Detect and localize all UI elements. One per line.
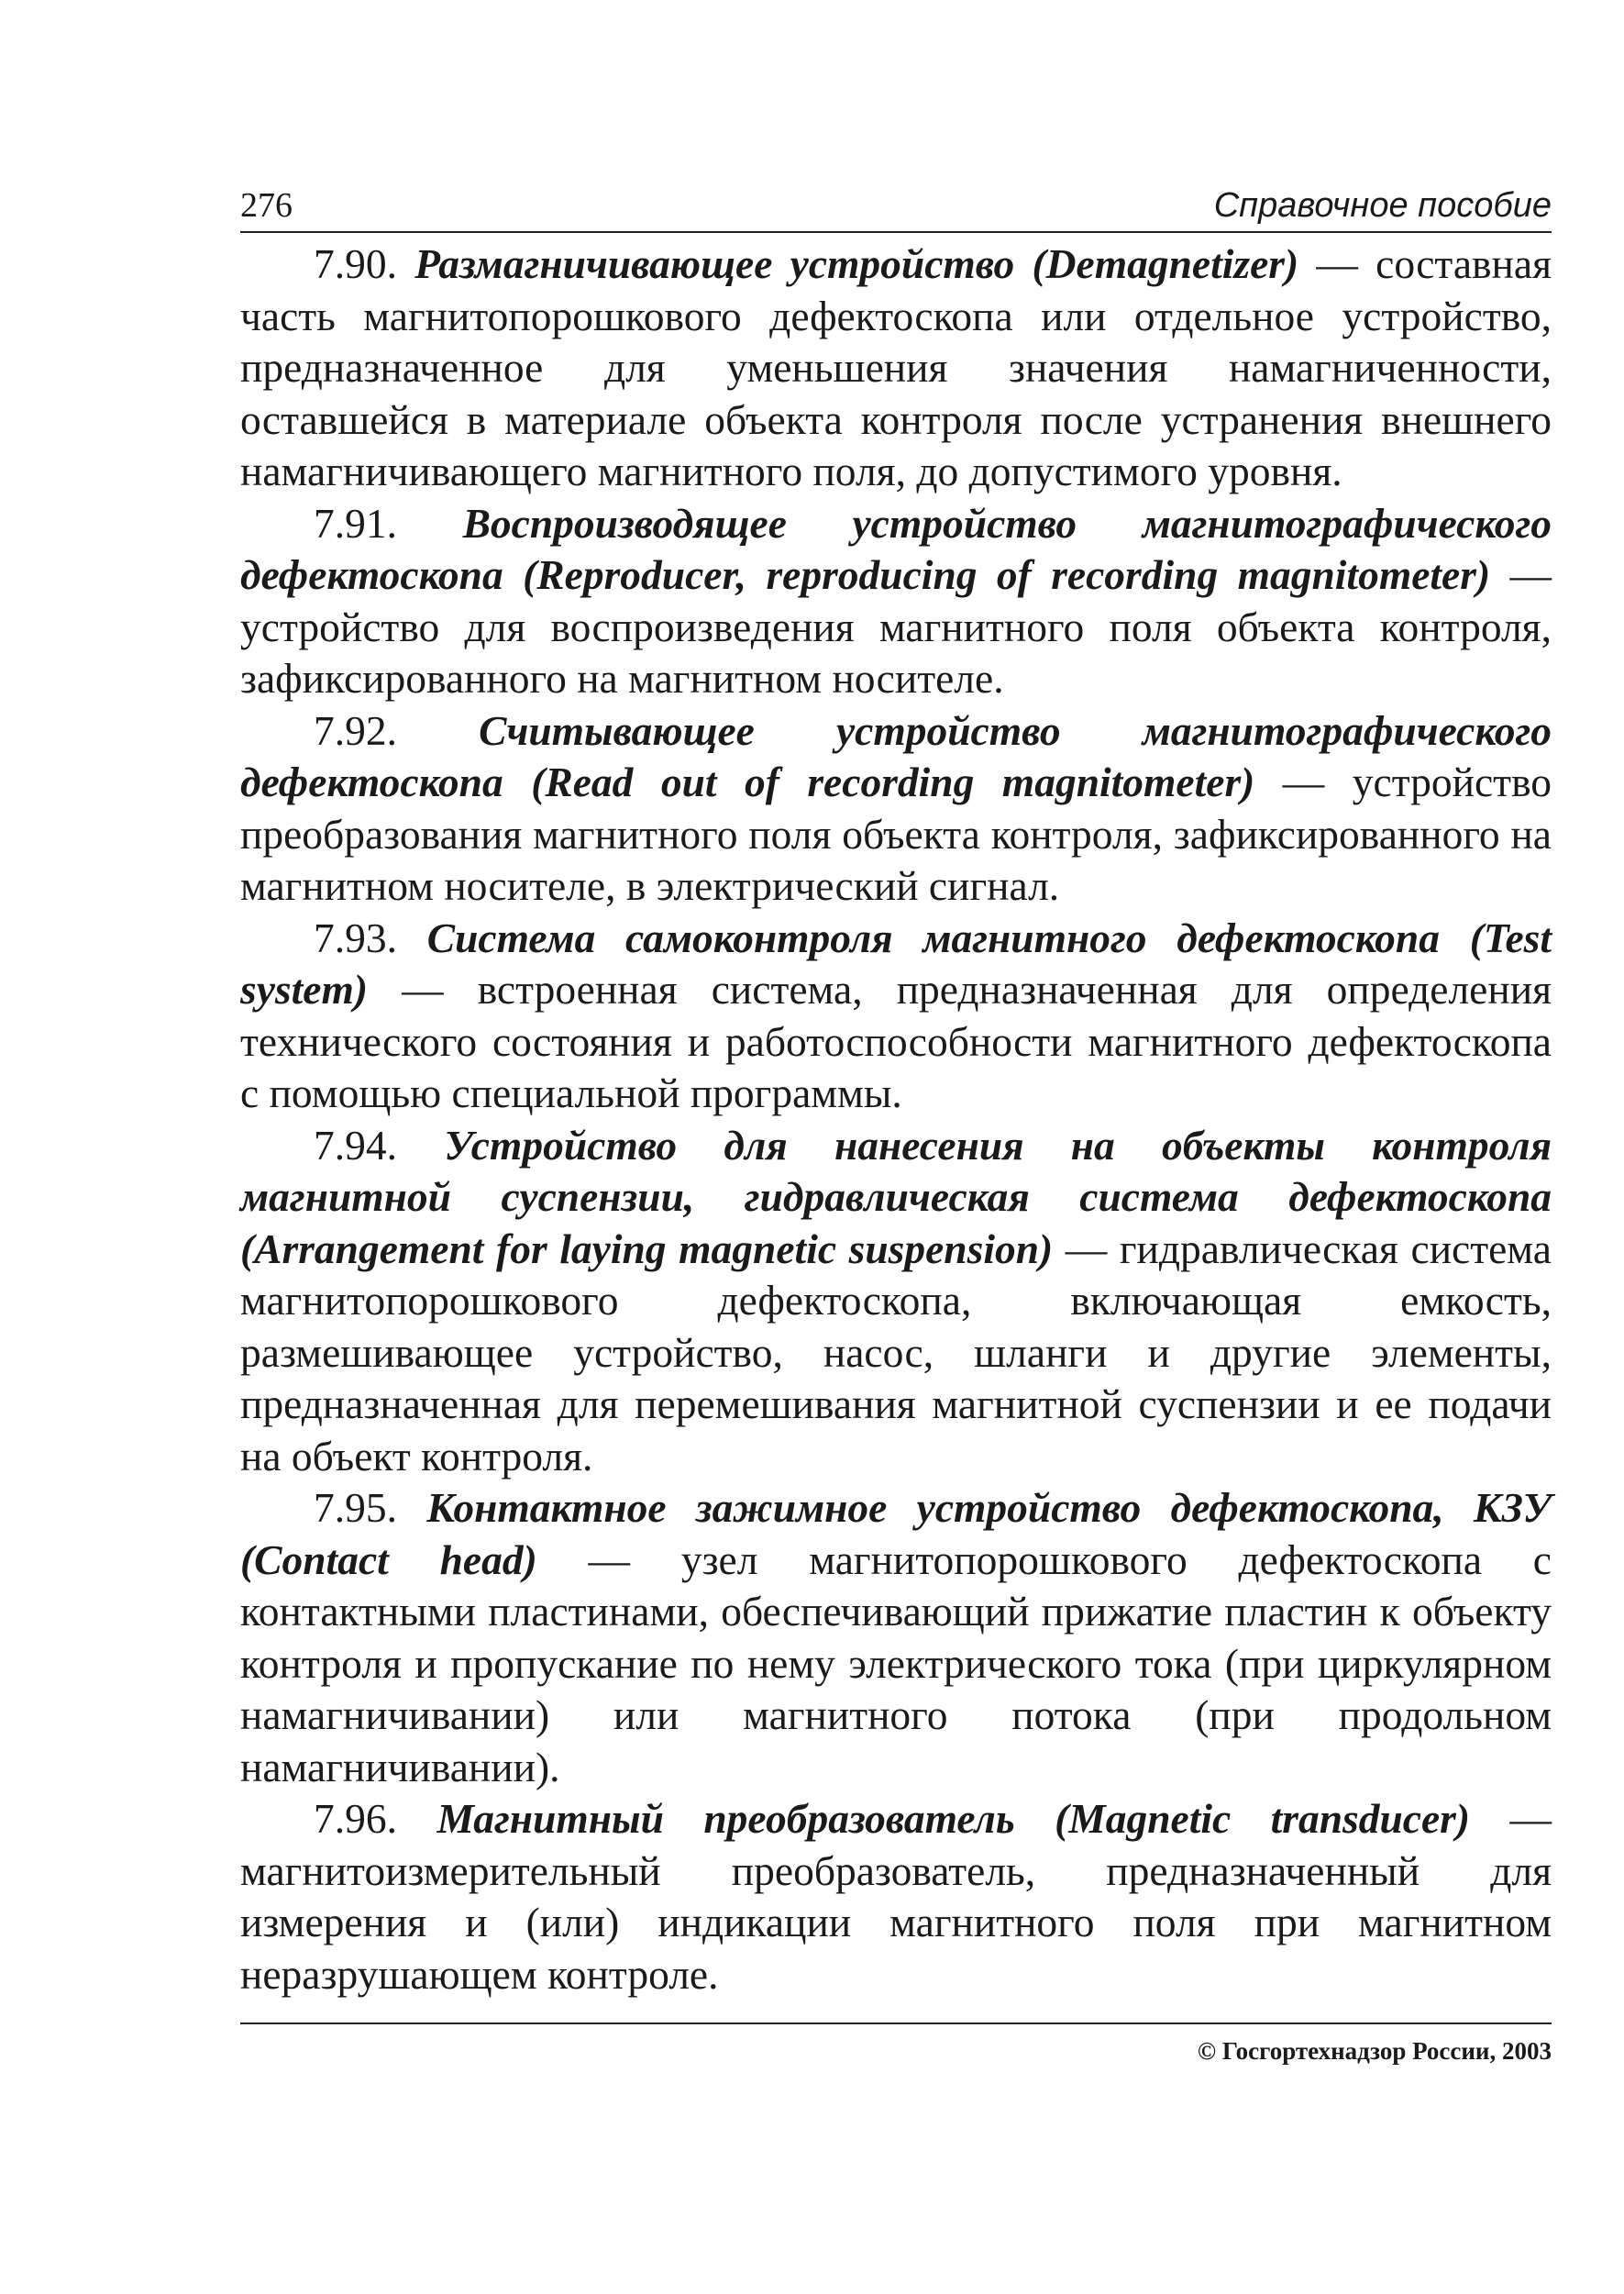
document-page <box>240 174 1552 2079</box>
entry-definition: — составная часть магнитопорошкового дефектоскопа или отдельное устройство, предназначенное для уменьшения значения намагниченности, оставшейся в материале объекта контроля после устранения внешнего намагничивающего магнитного поля, до допустимого уровня. <box>240 240 1552 494</box>
entry-number: 7.95. <box>314 1484 397 1531</box>
entry-term: Размагничивающее устройство (Demagnetizer) <box>414 240 1299 287</box>
entry-term: Считывающее устройство магнитографического дефектоскопа (Read out of recording magnitometer) <box>240 706 1552 805</box>
entry-number: 7.91. <box>314 499 397 547</box>
glossary-entry <box>240 1120 1552 1483</box>
entry-definition: — магнитоизмерительный преобразователь, предназначенный для измерения и (или) индикации магнитного поля при магнитном неразрушающем контроле. <box>240 1795 1552 1998</box>
glossary-entries <box>240 238 1552 2000</box>
entry-definition: — гидравлическая система магнитопорошкового дефектоскопа, включающая емкость, размешивающее устройство, насос, шланги и другие элементы, предназначенная для перемешивания магнитной суспензии и ее подачи на объект контроля. <box>240 1225 1552 1479</box>
entry-term: Контактное зажимное устройство дефектоскопа, КЗУ (Contact head) <box>240 1484 1552 1583</box>
entry-term: Воспроизводящее устройство магнитографического дефектоскопа (Reproducer, reproducing of recording magnitometer) <box>240 499 1552 598</box>
page-footer <box>240 2022 1552 2079</box>
glossary-entry <box>240 238 1552 498</box>
glossary-entry <box>240 1793 1552 2000</box>
entry-term: Система самоконтроля магнитного дефектоскопа (Test system) <box>240 914 1552 1013</box>
entry-number: 7.92. <box>314 706 397 754</box>
glossary-entry <box>240 1482 1552 1793</box>
entry-number: 7.94. <box>314 1121 397 1169</box>
entry-definition: — встроенная система, предназначенная для определения технического состояния и работоспособности магнитного дефектоскопа с помощью специальной программы. <box>240 966 1552 1116</box>
running-title: Справочное пособие <box>1213 186 1552 225</box>
page-number: 276 <box>240 186 293 225</box>
entry-number: 7.90. <box>314 240 397 287</box>
entry-definition: — узел магнитопорошкового дефектоскопа с контактными пластинами, обеспечивающий прижатие пластин к объекту контроля и пропускание по нему электрического тока (при циркулярном намагничивании) или магнитного потока (при продольном намагничивании). <box>240 1535 1552 1790</box>
entry-definition: — устройство преобразования магнитного поля объекта контроля, зафиксированного на магнитном носителе, в электрический сигнал. <box>240 759 1552 909</box>
copyright-notice: © Госгортехнадзор России, 2003 <box>1197 2037 1552 2065</box>
page-header <box>240 174 1552 233</box>
glossary-entry <box>240 498 1552 705</box>
entry-term: Устройство для нанесения на объекты контроля магнитной суспензии, гидравлическая система дефектоскопа (Arrangement for laying magnetic suspension) <box>240 1121 1552 1272</box>
entry-number: 7.96. <box>314 1795 397 1842</box>
glossary-entry <box>240 913 1552 1120</box>
entry-number: 7.93. <box>314 914 397 961</box>
entry-definition: — устройство для воспроизведения магнитного поля объекта контроля, зафиксированного на магнитном носителе. <box>240 551 1552 702</box>
entry-term: Магнитный преобразователь (Magnetic transducer) <box>436 1795 1471 1842</box>
glossary-entry <box>240 705 1552 913</box>
